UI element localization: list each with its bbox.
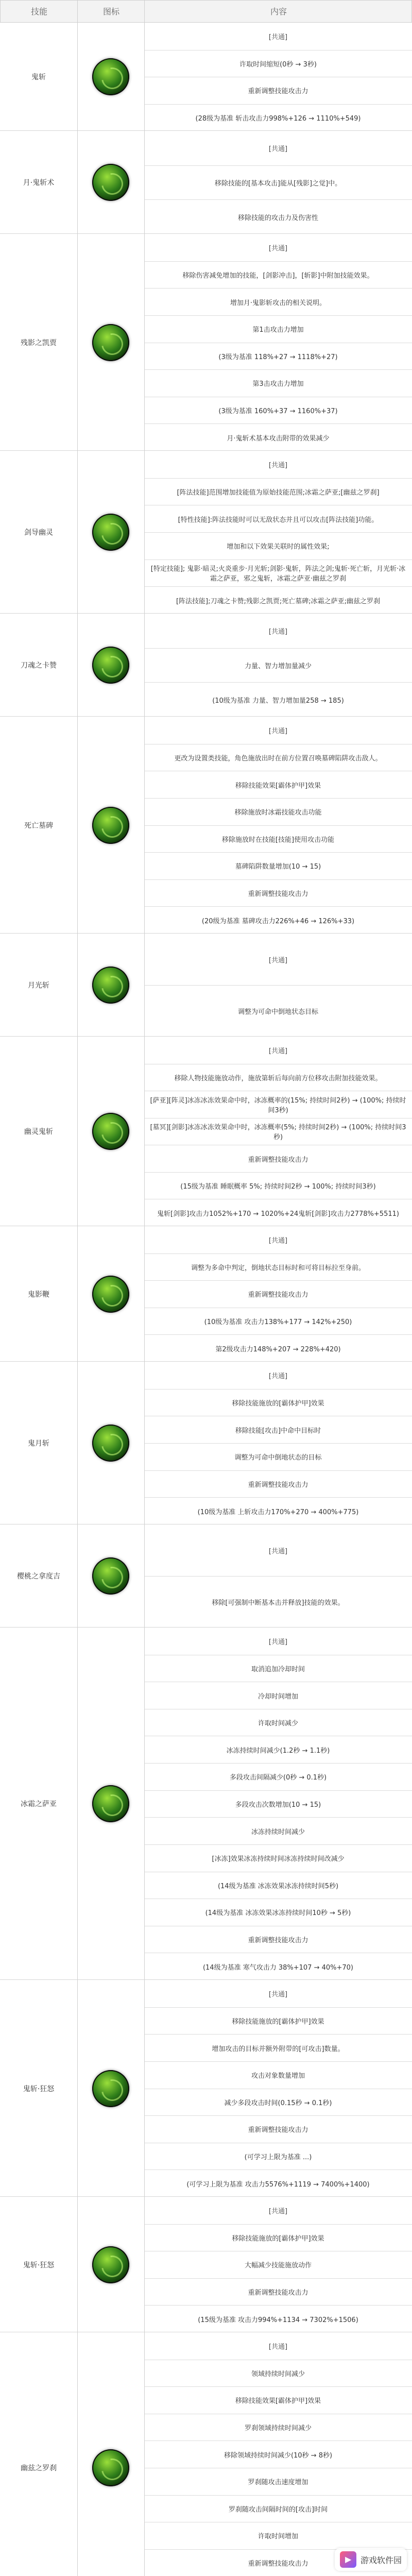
skill-icon-cell — [77, 1037, 144, 1226]
skill-icon — [92, 647, 129, 684]
content-tag: [共通] — [268, 2207, 288, 2215]
content-line: 增加月·鬼影斩攻击的相关说明。 — [144, 288, 412, 315]
table-header — [0, 0, 412, 23]
content-line: 鬼斩[剑影]攻击力1052%+170 → 1020%+24鬼斩[剑影]攻击力2778%+5511) — [144, 1199, 412, 1226]
skill-icon-cell — [77, 2332, 144, 2576]
content-line: 移除[可强制中断基本击并释放]技能的效果。 — [144, 1576, 412, 1628]
content-line: 增加攻击的目标并额外附带的[可攻击]数量。 — [144, 2034, 412, 2061]
skill-name: 冰霜之萨亚 — [21, 1800, 57, 1808]
content-line: (3级为基准 160%+37 → 1160%+37) — [144, 397, 412, 424]
content-line: 移除技能施放的[霸体护甲]效果 — [144, 1389, 412, 1416]
content-line: (14级为基准 寒气攻击力 38%+107 → 40%+70) — [144, 1953, 412, 1980]
content-tag: [共通] — [268, 1638, 288, 1646]
content-line: 许取时间缩短(0秒 → 3秒) — [144, 50, 412, 77]
table-row — [0, 234, 412, 451]
content-line: 重新调整技能攻击力 — [144, 1280, 412, 1308]
site-logo-icon — [340, 2551, 356, 2568]
skill-content — [144, 1524, 412, 1628]
content-line: 重新调整技能攻击力 — [144, 879, 412, 907]
skill-content — [144, 1362, 412, 1524]
content-tag: [共通] — [268, 956, 288, 964]
content-tag: [共通] — [268, 1236, 288, 1245]
content-line: 重新调整技能攻击力 — [144, 77, 412, 104]
content-tag: [共通] — [268, 461, 288, 469]
skill-name: 幽兹之罗刹 — [21, 2464, 57, 2472]
skill-name: 鬼月斩 — [28, 1439, 49, 1448]
header-content: 内容 — [270, 7, 287, 16]
skill-icon-cell — [77, 1628, 144, 1980]
skill-icon — [92, 164, 129, 201]
skill-name: 幽灵鬼斩 — [24, 1128, 53, 1136]
content-line: 攻击对象数量增加 — [144, 2061, 412, 2089]
table-row — [0, 1980, 412, 2197]
skill-content — [144, 131, 412, 234]
skill-icon — [92, 1557, 129, 1595]
content-line: 重新调整技能攻击力 — [144, 1926, 412, 1953]
table-row — [0, 717, 412, 934]
skill-icon — [92, 324, 129, 361]
skill-icon — [92, 1276, 129, 1313]
content-tag: [共通] — [268, 1990, 288, 1998]
content-line: 更改为设置类技能，角色施放出时在前方位置召唤墓碑陷阱攻击敌人。 — [144, 744, 412, 771]
content-line: 冰冻持续时间减少(1.2秒 → 1.1秒) — [144, 1736, 412, 1763]
table-row — [0, 131, 412, 234]
skill-name: 樱桃之拿度吉 — [17, 1572, 60, 1581]
table-row — [0, 614, 412, 717]
skill-icon-cell — [77, 234, 144, 451]
content-line: 墓碑陷阱数量增加(10 → 15) — [144, 852, 412, 879]
skill-icon — [92, 514, 129, 551]
skill-content — [144, 934, 412, 1037]
skill-name: 鬼斩·狂怒 — [23, 2261, 55, 2269]
skill-name: 月光斩 — [28, 981, 49, 990]
content-line: 第3击攻击力增加 — [144, 369, 412, 397]
content-line: 罗刹随攻击间隔时间的[攻击]时间 — [144, 2495, 412, 2522]
skill-content — [144, 1226, 412, 1362]
skill-icon — [92, 58, 129, 95]
skill-content — [144, 614, 412, 717]
content-line: [墓冥][剑影]冰冻冰冻效果命中时，冰冻概率(5%; 持续时间2秒) → (100%; 持续时间3秒) — [144, 1118, 412, 1145]
content-tag: [共通] — [268, 727, 288, 735]
skill-icon — [92, 967, 129, 1004]
table-row — [0, 934, 412, 1037]
content-line: [阵法技能]范围增加技能值为原始技能范围;冰霜之萨亚;[幽兹之罗刹] — [144, 478, 412, 505]
skill-name: 鬼斩 — [31, 73, 46, 81]
content-line: 移除技能效果[霸体护甲]效果 — [144, 2386, 412, 2414]
content-line: 移除技能施放的[霸体护甲]效果 — [144, 2007, 412, 2035]
table-row — [0, 23, 412, 131]
content-line: [阵法技能];刀魂之卡赞;残影之凯贾;死亡墓碑;冰霜之萨亚;幽兹之罗刹 — [144, 586, 412, 614]
skill-name: 死亡墓碑 — [24, 821, 53, 830]
skill-content — [144, 451, 412, 614]
skill-icon-cell — [77, 1362, 144, 1524]
content-line: (3级为基准 118%+27 → 1118%+27) — [144, 343, 412, 370]
content-line: 月·鬼斩术基本攻击附带的效果减少 — [144, 423, 412, 451]
content-line: (14级为基准 冰冻效果冰冻持续时间5秒) — [144, 1872, 412, 1899]
skill-content — [144, 1980, 412, 2197]
skill-icon-cell — [77, 717, 144, 934]
table-row — [0, 2332, 412, 2576]
content-line: 移除技能施放的[霸体护甲]效果 — [144, 2224, 412, 2251]
content-line: 许取时间增加 — [144, 2522, 412, 2549]
content-line: [冰冻]效果冰冻持续时间冰冻持续时间改减少 — [144, 1844, 412, 1872]
content-line: 移除人物技能施放动作，施放第斩后每向前方位移攻击附加技能效果。 — [144, 1064, 412, 1091]
content-line: 移除技能效果[霸体护甲]效果 — [144, 771, 412, 798]
skill-content — [144, 1037, 412, 1226]
skill-icon-cell — [77, 2197, 144, 2332]
content-line: 重新调整技能攻击力 — [144, 1470, 412, 1498]
column-divider — [144, 0, 145, 2576]
content-line: (20级为基准 墓碑攻击力226%+46 → 126%+33) — [144, 906, 412, 934]
content-line: 移除技能[攻击]中命中目标时 — [144, 1416, 412, 1443]
skill-content — [144, 1628, 412, 1980]
content-line: 调整为多命中判定，倒地状态目标时和可将目标拉至身前。 — [144, 1253, 412, 1281]
skill-icon — [92, 807, 129, 844]
content-line: 重新调整技能攻击力 — [144, 2115, 412, 2143]
table-row — [0, 1628, 412, 1980]
skill-content — [144, 23, 412, 131]
content-line: 移除施放时在技能[技能]使用攻击功能 — [144, 825, 412, 853]
skill-icon — [92, 2449, 129, 2486]
skill-icon — [92, 1113, 129, 1150]
content-line: (14级为基准 冰冻效果冰冻持续时间10秒 → 5秒) — [144, 1899, 412, 1926]
content-line: 多段攻击间隔减少(0秒 → 0.1秒) — [144, 1763, 412, 1790]
content-line: 移除领域持续时间减少(10秒 → 8秒) — [144, 2441, 412, 2468]
content-line: (15级为基准 攻击力994%+1134 → 7302%+1506) — [144, 2305, 412, 2332]
content-line: 罗刹随攻击速度增加 — [144, 2468, 412, 2495]
content-line: 冰冻持续时间减少 — [144, 1817, 412, 1844]
skill-name: 鬼影鞭 — [28, 1290, 49, 1299]
content-line: 大幅减少技能施放动作 — [144, 2251, 412, 2278]
content-line: (可学习上限为基准 攻击力5576%+1119 → 7400%+1400) — [144, 2170, 412, 2197]
skill-content — [144, 717, 412, 934]
skill-name: 鬼斩·狂怒 — [23, 2084, 55, 2093]
skill-icon-cell — [77, 131, 144, 234]
content-line: (可学习上限为基准 ...) — [144, 2143, 412, 2170]
skill-icon-cell — [77, 934, 144, 1037]
watermark-text: 游戏软件园 — [360, 2555, 402, 2565]
content-line: 移除伤害减免增加的技能，[剑影冲击]，[斩影]中附加技能效果。 — [144, 261, 412, 289]
table-row — [0, 1362, 412, 1524]
skill-content — [144, 234, 412, 451]
content-line: 罗刹领域持续时间减少 — [144, 2414, 412, 2441]
content-tag: [共通] — [268, 145, 288, 153]
content-line: 重新调整技能攻击力 — [144, 2549, 412, 2576]
column-divider — [77, 0, 78, 2576]
content-line: 移除技能的[基本攻击]能从[残影]之觉]中。 — [144, 165, 412, 200]
skill-icon — [92, 2070, 129, 2107]
content-line: (10级为基准 攻击力138%+177 → 142%+250) — [144, 1308, 412, 1335]
skill-icon-cell — [77, 23, 144, 131]
content-line: 第1击攻击力增加 — [144, 315, 412, 343]
content-line: 第2级攻击力148%+207 → 228%+420) — [144, 1334, 412, 1362]
content-line: 冷却时间增加 — [144, 1682, 412, 1709]
content-tag: [共通] — [268, 1047, 288, 1055]
table-row — [0, 1524, 412, 1628]
content-line: (28级为基准 斩击攻击力998%+126 → 1110%+549) — [144, 104, 412, 131]
skill-icon-cell — [77, 614, 144, 717]
skill-icon — [92, 1425, 129, 1462]
content-tag: [共通] — [268, 33, 288, 41]
header-skill: 技能 — [30, 7, 47, 16]
skill-content — [144, 2197, 412, 2332]
content-line: (15级为基准 睡眠概率 5%; 持续时间2秒 → 100%; 持续时间3秒) — [144, 1172, 412, 1199]
content-line: (10级为基准 上斩攻击力170%+270 → 400%+775) — [144, 1497, 412, 1524]
content-tag: [共通] — [268, 1547, 288, 1555]
skill-icon-cell — [77, 1980, 144, 2197]
skill-name: 剑导幽灵 — [24, 529, 53, 537]
skill-name: 月·鬼斩术 — [23, 179, 55, 187]
skill-icon-cell — [77, 1524, 144, 1628]
content-tag: [共通] — [268, 628, 288, 636]
table-row — [0, 451, 412, 614]
content-line: 移除施放时冰霜技能攻击功能 — [144, 798, 412, 825]
table-row — [0, 1037, 412, 1226]
header-icon: 图标 — [102, 7, 119, 16]
skill-icon-cell — [77, 1226, 144, 1362]
content-line: 调整为可命中倒地状态的目标 — [144, 1443, 412, 1470]
content-line: 重新调整技能攻击力 — [144, 1145, 412, 1172]
content-line: 领域持续时间减少 — [144, 2360, 412, 2387]
table-row — [0, 1226, 412, 1362]
content-line: 调整为可命中倒地状态目标 — [144, 985, 412, 1037]
skill-name: 残影之凯贾 — [21, 338, 57, 347]
content-line: 移除技能的攻击力及伤害性 — [144, 199, 412, 234]
content-tag: [共通] — [268, 2343, 288, 2351]
content-line: 重新调整技能攻击力 — [144, 2278, 412, 2306]
watermark — [335, 2548, 407, 2571]
content-line: 许取时间减少 — [144, 1709, 412, 1736]
content-line: (10级为基准 力量、智力增加量258 → 185) — [144, 682, 412, 717]
content-tag: [共通] — [268, 244, 288, 252]
content-line: 增加和以下效果关联时的属性效果; — [144, 532, 412, 560]
table-row — [0, 2197, 412, 2332]
skill-name: 刀魂之卡赞 — [21, 662, 57, 670]
content-line: [萨亚][阵灵]冰冻冰冻效果命中时，冰冻概率的(15%; 持续时间2秒) → (100%; 持续时间3秒) — [144, 1091, 412, 1118]
content-line: 力量、智力增加量减少 — [144, 648, 412, 683]
skill-icon-cell — [77, 451, 144, 614]
content-line: [特性技能]:阵法技能时可以无敌状态并且可以攻击[阵法技能]功能。 — [144, 505, 412, 532]
skill-content — [144, 2332, 412, 2576]
content-line: 减少多段攻击时间(0.15秒 → 0.1秒) — [144, 2089, 412, 2116]
content-line: [特定技能]; 鬼影·暗灵;火炎重步·月光斩;剑影·鬼斩，阵法之剑;鬼斩·死亡斩，月光斩·冰霜之萨亚，邪之鬼斩，冰霜之萨亚·幽兹之罗刹 — [144, 560, 412, 587]
skill-icon — [92, 1785, 129, 1822]
content-line: 多段攻击次数增加(10 → 15) — [144, 1790, 412, 1818]
content-line: 取消追加冷却时间 — [144, 1655, 412, 1682]
skill-icon — [92, 2246, 129, 2283]
content-tag: [共通] — [268, 1372, 288, 1380]
